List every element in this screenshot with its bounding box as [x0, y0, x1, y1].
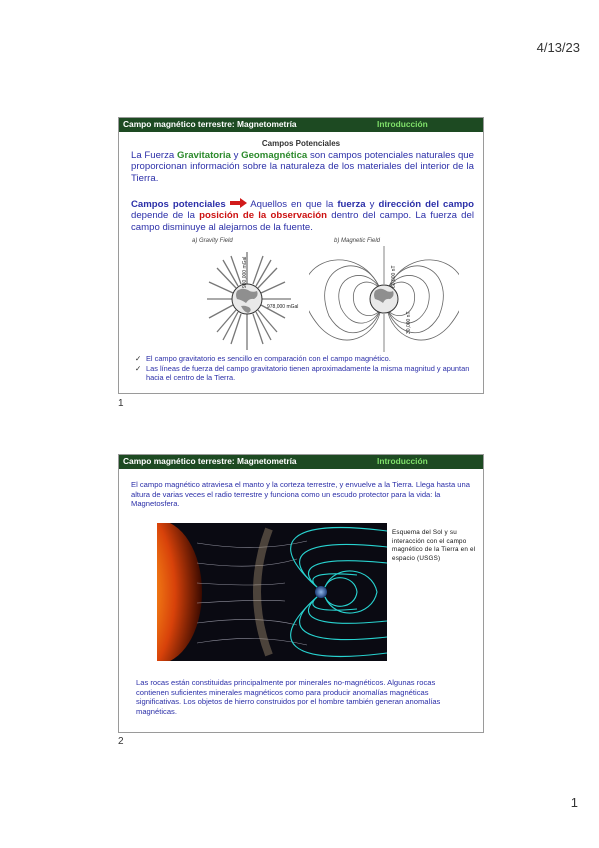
keyword-campos-potenciales: Campos potenciales: [131, 199, 226, 210]
figure-label-magnetic: b) Magnetic Field: [334, 238, 381, 244]
keyword-gravitatoria: Gravitatoria: [177, 150, 231, 161]
slide-subtitle: Campos Potenciales: [261, 139, 341, 148]
slide-bullets: [135, 354, 470, 383]
text-span: La Fuerza: [131, 150, 177, 161]
magnetic-label-1: 60,000 nT: [391, 265, 397, 288]
magnetic-field-diagram: [309, 246, 459, 354]
slide-2: [118, 454, 484, 733]
slide-header-section: Introducción: [377, 119, 428, 129]
figure-label-gravity: a) Gravity Field: [192, 238, 233, 244]
field-figure: [189, 238, 459, 356]
slide-number-2: 2: [118, 736, 124, 747]
text-span: y: [230, 150, 242, 161]
bullet-text: El campo gravitatorio es sencillo en comparación con el campo magnético.: [146, 354, 391, 363]
slide-number-1: 1: [118, 398, 124, 409]
slide-paragraph-2: Las rocas están constituidas principalmente por minerales no-magnéticos. Algunas rocas contienen suficientes minerales magnéticos como para producir anomalías magnéticas significativas. Los objetos de hierro construidos por el hombre también generan anomalías magnéticas.: [136, 678, 441, 716]
text-span: depende de la: [131, 210, 200, 222]
bullet-item: [135, 354, 470, 363]
check-icon: ✓: [135, 364, 142, 373]
check-icon: ✓: [135, 354, 142, 363]
keyword-geomagnetica: Geomagnética: [241, 150, 308, 161]
slide-header-title: Campo magnético terrestre: Magnetometría: [123, 456, 297, 466]
keyword-direccion: dirección del campo: [378, 199, 474, 210]
gravity-label-1: 980,000 mGal: [242, 256, 248, 288]
slide-paragraph-1: [131, 150, 474, 184]
slide-header-title: Campo magnético terrestre: Magnetometría: [123, 119, 297, 129]
slide-paragraph-1: El campo magnético atraviesa el manto y la corteza terrestre, y envuelve a la Tierra. Llega hasta una altura de varias veces el radio terrestre y funciona como un escudo protector para la vida: la Magnetosfera.: [131, 480, 470, 509]
gravity-label-2: 978,000 mGal: [267, 304, 299, 310]
magnetosphere-image: [157, 523, 387, 661]
keyword-fuerza: fuerza: [337, 199, 366, 210]
red-arrow-icon: [230, 198, 247, 208]
bullet-text: Las líneas de fuerza del campo gravitatorio tienen aproximadamente la misma magnitud y apuntan hacia el centro de la Tierra.: [146, 364, 470, 382]
slide-1: [118, 117, 484, 394]
gravity-field-diagram: [189, 246, 309, 354]
bullet-item: [135, 364, 470, 382]
slide-paragraph-2: [131, 198, 474, 233]
text-span: Aquellos en que la: [246, 199, 338, 210]
print-date: 4/13/23: [536, 40, 580, 55]
page-number: 1: [570, 795, 578, 810]
slide-header-bar: [119, 118, 483, 132]
magnetic-label-2: 30,000 nT: [406, 311, 412, 334]
slide-header-section: Introducción: [377, 456, 428, 466]
slide-header-bar: [119, 455, 483, 469]
text-span: y: [365, 199, 379, 210]
text-span: dentro del campo. La fuerza del campo disminuye al alejarnos de la fuente.: [131, 210, 474, 233]
text-span: son campos potenciales naturales que proporcionan información sobre la naturaleza de los materiales del interior de la Tierra.: [131, 150, 474, 184]
image-caption: Esquema del Sol y su interacción con el campo magnético de la Tierra en el espacio (USGS): [392, 529, 476, 562]
keyword-posicion: posición de la observación: [199, 210, 328, 222]
